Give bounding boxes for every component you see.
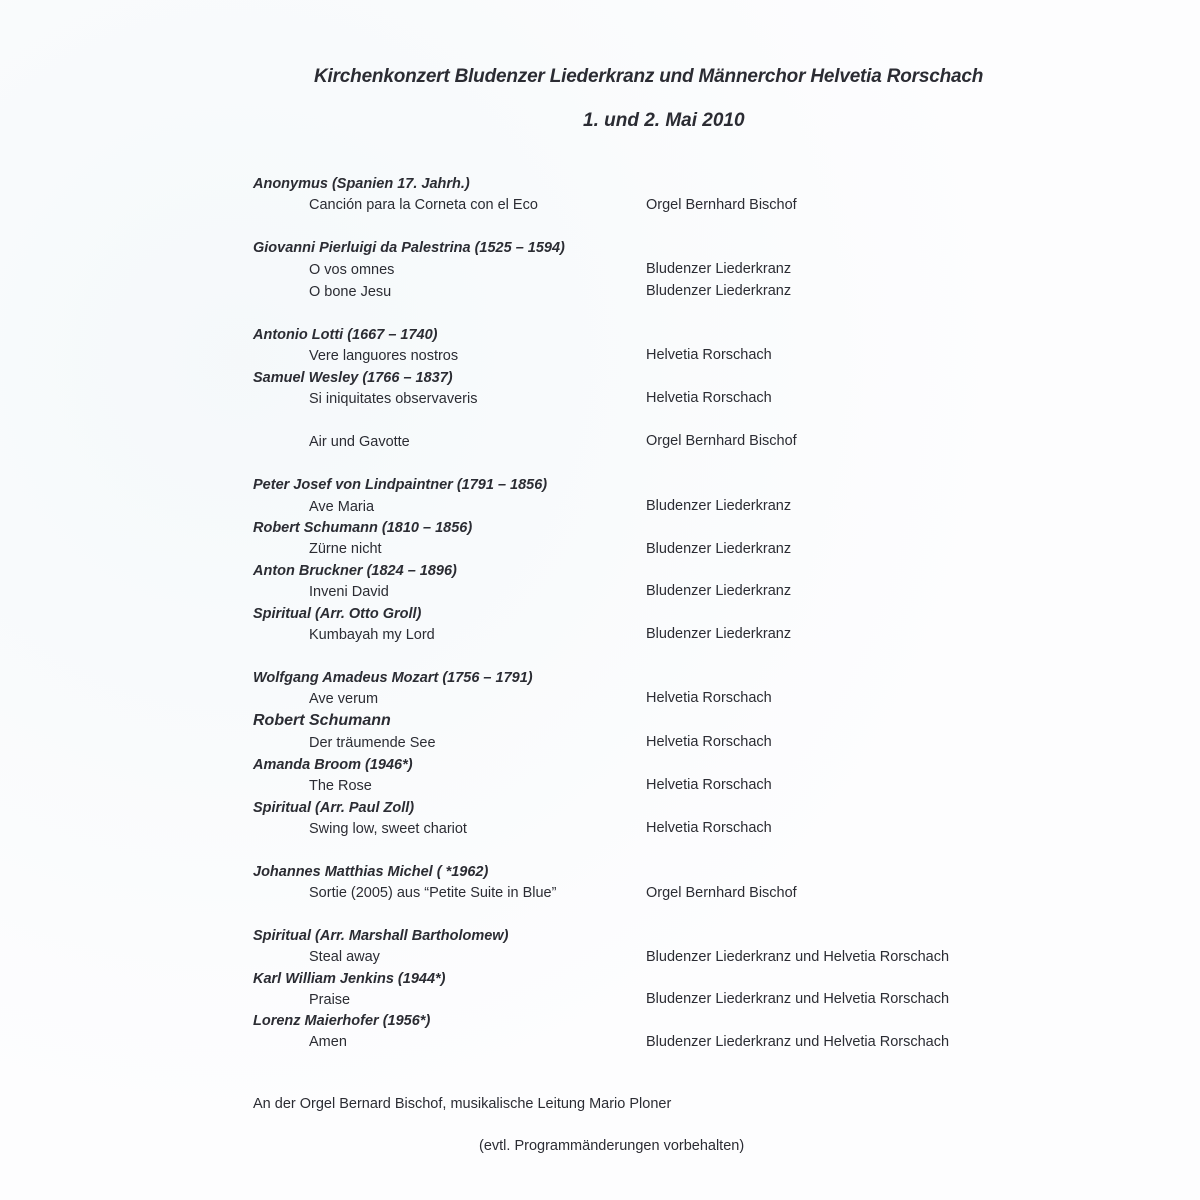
performer: Helvetia Rorschach bbox=[646, 734, 772, 750]
performer: Helvetia Rorschach bbox=[646, 777, 772, 793]
work-title: Zürne nicht bbox=[309, 541, 382, 557]
work-title: Praise bbox=[309, 992, 351, 1008]
work-title: Air und Gavotte bbox=[309, 434, 410, 450]
work-title: Sortie (2005) aus “Petite Suite in Blue” bbox=[309, 885, 557, 901]
performer: Bludenzer Liederkranz bbox=[646, 283, 792, 299]
work-title: Canción para la Corneta con el Eco bbox=[309, 197, 538, 213]
composer-name: Antonio Lotti (1667 – 1740) bbox=[253, 327, 438, 343]
performer: Orgel Bernhard Bischof bbox=[646, 885, 797, 901]
composer-name: Robert Schumann bbox=[253, 712, 391, 729]
work-title: Der träumende See bbox=[309, 735, 436, 751]
composer-name: Karl William Jenkins (1944*) bbox=[253, 971, 446, 987]
performer: Bludenzer Liederkranz bbox=[646, 261, 792, 277]
work-title: Ave verum bbox=[309, 691, 379, 707]
performer: Bludenzer Liederkranz und Helvetia Rorschach bbox=[646, 991, 950, 1007]
composer-name: Peter Josef von Lindpaintner (1791 – 1856) bbox=[253, 477, 548, 493]
composer-name: Giovanni Pierluigi da Palestrina (1525 – 1594) bbox=[253, 240, 565, 256]
work-title: Kumbayah my Lord bbox=[309, 627, 435, 643]
work-title: Amen bbox=[309, 1034, 347, 1050]
performer: Bludenzer Liederkranz bbox=[646, 498, 792, 514]
composer-name: Amanda Broom (1946*) bbox=[253, 757, 413, 773]
performer: Bludenzer Liederkranz und Helvetia Rorschach bbox=[646, 949, 950, 965]
performer: Helvetia Rorschach bbox=[646, 820, 772, 836]
work-title: O vos omnes bbox=[309, 262, 395, 278]
composer-name: Lorenz Maierhofer (1956*) bbox=[253, 1013, 431, 1029]
composer-name: Robert Schumann (1810 – 1856) bbox=[253, 520, 473, 536]
performer: Bludenzer Liederkranz bbox=[646, 583, 792, 599]
footer-credit: An der Orgel Bernard Bischof, musikalische Leitung Mario Ploner bbox=[253, 1096, 672, 1112]
composer-name: Samuel Wesley (1766 – 1837) bbox=[253, 370, 453, 386]
performer: Bludenzer Liederkranz bbox=[646, 626, 792, 642]
composer-name: Spiritual (Arr. Marshall Bartholomew) bbox=[253, 928, 509, 944]
composer-name: Wolfgang Amadeus Mozart (1756 – 1791) bbox=[253, 670, 533, 686]
performer: Helvetia Rorschach bbox=[646, 347, 772, 363]
composer-name: Anonymus (Spanien 17. Jahrh.) bbox=[253, 176, 470, 192]
performer: Orgel Bernhard Bischof bbox=[646, 433, 797, 449]
work-title: Si iniquitates observaveris bbox=[309, 391, 478, 407]
performer: Bludenzer Liederkranz bbox=[646, 541, 792, 557]
composer-name: Spiritual (Arr. Otto Groll) bbox=[253, 606, 422, 622]
composer-name: Johannes Matthias Michel ( *1962) bbox=[253, 864, 489, 880]
footer-note: (evtl. Programmänderungen vorbehalten) bbox=[479, 1138, 745, 1154]
page-title: Kirchenkonzert Bludenzer Liederkranz und Männerchor Helvetia Rorschach bbox=[314, 66, 984, 87]
performer: Orgel Bernhard Bischof bbox=[646, 197, 797, 213]
work-title: Inveni David bbox=[309, 584, 389, 600]
work-title: O bone Jesu bbox=[309, 284, 392, 300]
composer-name: Anton Bruckner (1824 – 1896) bbox=[253, 563, 457, 579]
work-title: The Rose bbox=[309, 778, 372, 794]
work-title: Steal away bbox=[309, 949, 380, 965]
performer: Helvetia Rorschach bbox=[646, 690, 772, 706]
concert-date: 1. und 2. Mai 2010 bbox=[583, 110, 745, 131]
performer: Helvetia Rorschach bbox=[646, 390, 772, 406]
work-title: Swing low, sweet chariot bbox=[309, 821, 467, 837]
work-title: Ave Maria bbox=[309, 499, 375, 515]
performer: Bludenzer Liederkranz und Helvetia Rorschach bbox=[646, 1034, 950, 1050]
composer-name: Spiritual (Arr. Paul Zoll) bbox=[253, 800, 415, 816]
work-title: Vere languores nostros bbox=[309, 348, 459, 364]
